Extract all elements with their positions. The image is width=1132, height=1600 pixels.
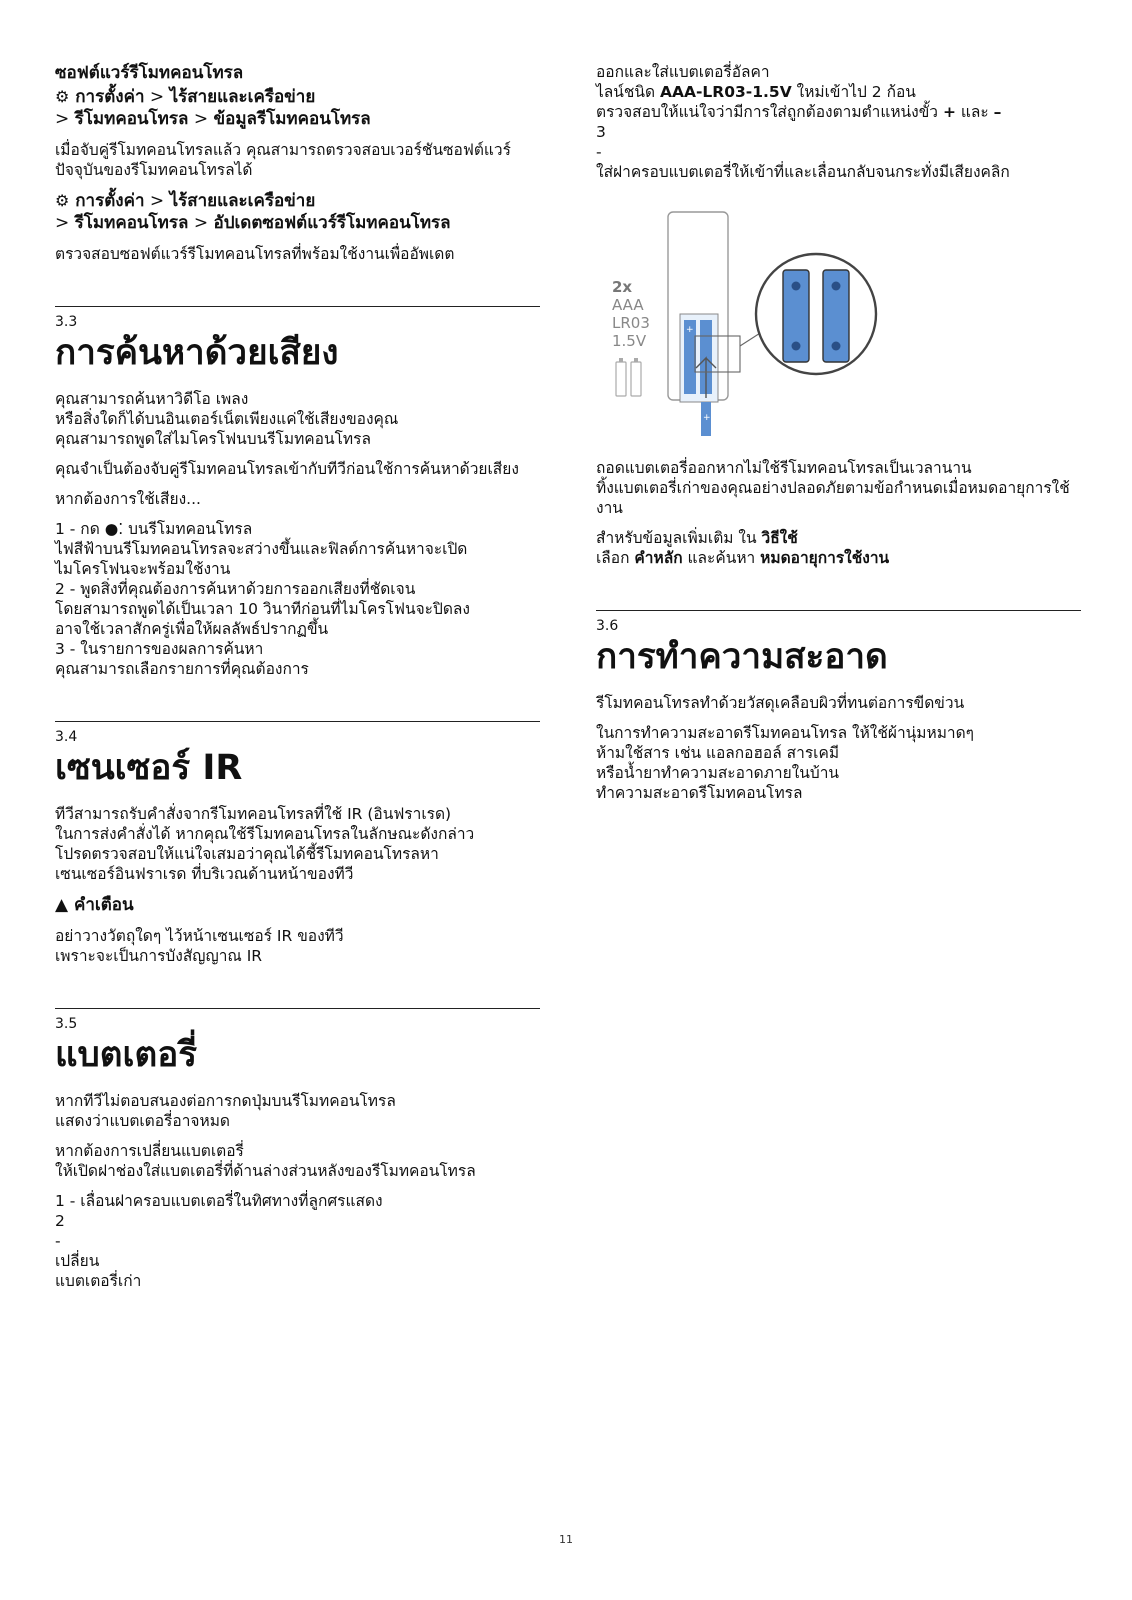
software-para-2: ตรวจสอบซอฟต์แวร์รีโมทคอนโทรลที่พร้อมใช้งานเพื่ออัพเดต [55,245,455,263]
battery-zoom-illustration [756,254,876,374]
section-title: แบตเตอรี่ [55,1035,198,1075]
voice-steps: 1 - กด ●⁚ บนรีโมทคอนโทรล ไฟสีฟ้าบนรีโมทคอนโทรลจะสว่างขึ้นและฟิลด์การค้นหาจะเปิด ไมโครโฟนจะพร้อมใช้งาน 2 - พูดสิ่งที่คุณต้องการค้นหาด้วยการออกเสียงที่ชัดเจน โดยสามารถพูดได้เป็นเวลา 10 วินาทีก่อนที่ไมโครโฟนจะปิดลง อาจใช้เวลาสักครู่เพื่อให้ผลลัพธ์ปรากฏขึ้น 3 - ในรายการของผลการค้นหา คุณสามารถเลือกรายการที่คุณต้องการ [55,520,470,678]
battery-model-label: LR03 [612,314,650,332]
software-para-1: เมื่อจับคู่รีโมทคอนโทรลแล้ว คุณสามารถตรวจสอบเวอร์ชันซอฟต์แวร์ปัจจุบันของรีโมทคอนโทรลได้ [55,141,511,179]
battery-steps: 1 - เลื่อนฝาครอบแบตเตอรี่ในทิศทางที่ลูกศรแสดง 2 - เปลี่ยน แบตเตอรี่เก่า [55,1192,383,1290]
warning-heading: ▲ คำเตือน [55,895,134,915]
battery-figure [608,208,1048,446]
cleaning-para-1: รีโมทคอนโทรลทำด้วยวัสดุเคลือบผิวที่ทนต่อการขีดข่วน [596,694,965,712]
right-column [596,62,1081,803]
section-title: เซนเซอร์ IR [55,748,243,788]
section-divider [55,721,540,722]
section-divider [55,306,540,307]
svg-text:+: + [703,413,711,423]
section-title: การค้นหาด้วยเสียง [55,333,339,373]
section-number: 3.3 [55,314,78,330]
battery-remove-para: ถอดแบตเตอรี่ออกหากไม่ใช้รีโมทคอนโทรลเป็นเวลานาน ทิ้งแบตเตอรี่เก่าของคุณอย่างปลอดภัยตามข้อกำหนดเมื่อหมดอายุการใช้งาน [596,459,1070,517]
section-divider [596,610,1081,611]
voice-para-2: คุณจำเป็นต้องจับคู่รีโมทคอนโทรลเข้ากับทีวีก่อนใช้การค้นหาด้วยเสียง [55,460,519,478]
remote-back-illustration [668,212,768,436]
section-number: 3.5 [55,1016,78,1032]
battery-steps-continued: ออกและใส่แบตเตอรี่อัลคา ไลน์ชนิด AAA-LR03-1.5V ใหม่เข้าไป 2 ก้อน ตรวจสอบให้แน่ใจว่ามีการใส่ถูกต้องตามตำแหน่งขั้ว + และ – 3 - ใส่ฝาครอบแบตเตอรี่ให้เข้าที่และเลื่อนกลับจนกระทั่งมีเสียงคลิก [596,63,1010,181]
voice-para-1: คุณสามารถค้นหาวิดีโอ เพลง หรือสิ่งใดก็ได้บนอินเตอร์เน็ตเพียงแค่ใช้เสียงของคุณ คุณสามารถพูดใส่ไมโครโฟนบนรีโมทคอนโทรล [55,390,399,448]
battery-para-1: หากทีวีไม่ตอบสนองต่อการกดปุ่มบนรีโมทคอนโทรล แสดงว่าแบตเตอรี่อาจหมด [55,1092,396,1130]
left-column [55,62,540,1291]
ir-para-2: อย่าวางวัตถุใดๆ ไว้หน้าเซนเซอร์ IR ของทีวี เพราะจะเป็นการบังสัญญาณ IR [55,927,344,965]
ir-para-1: ทีวีสามารถรับคำสั่งจากรีโมทคอนโทรลที่ใช้ IR (อินฟราเรด) ในการส่งคำสั่งได้ หากคุณใช้รีโมทคอนโทรลในลักษณะดังกล่าว โปรดตรวจสอบให้แน่ใจเสมอว่าคุณได้ชี้รีโมทคอนโทรลหา เซนเซอร์อินฟราเรด ที่บริเวณด้านหน้าของทีวี [55,805,475,883]
battery-para-2: หากต้องการเปลี่ยนแบตเตอรี่ ให้เปิดฝาช่องใส่แบตเตอรี่ที่ด้านล่างส่วนหลังของรีโมทคอนโทรล [55,1142,476,1180]
voice-para-3: หากต้องการใช้เสียง... [55,490,201,508]
section-title: การทำความสะอาด [596,637,888,677]
gear-icon: ⚙ [55,191,70,210]
svg-text:+: + [686,325,694,335]
gear-icon: ⚙ [55,87,70,106]
battery-type-label: AAA [612,296,644,314]
section-number: 3.6 [596,618,619,634]
warning-icon: ▲ [55,895,69,915]
battery-voltage-label: 1.5V [612,332,647,350]
microphone-icon: ●⁚ [104,520,124,538]
section-divider [55,1008,540,1009]
small-battery-icon [616,358,641,396]
cleaning-para-2: ในการทำความสะอาดรีโมทคอนโทรล ให้ใช้ผ้านุ่มหมาดๆ ห้ามใช้สาร เช่น แอลกอฮอล์ สารเคมี หรือน้ำยาทำความสะอาดภายในบ้าน ทำความสะอาดรีโมทคอนโทรล [596,724,975,802]
section-number: 3.4 [55,729,78,745]
settings-path-info: ⚙ การตั้งค่า > ไร้สายและเครือข่าย > รีโมทคอนโทรล > ข้อมูลรีโมทคอนโทรล [55,87,371,129]
software-heading: ซอฟต์แวร์รีโมทคอนโทรล [55,63,244,83]
battery-count-label: 2x [612,278,633,296]
settings-path-update: ⚙ การตั้งค่า > ไร้สายและเครือข่าย > รีโมทคอนโทรล > อัปเดตซอฟต์แวร์รีโมทคอนโทรล [55,191,451,233]
page-number: 11 [559,1533,573,1546]
help-para: สำหรับข้อมูลเพิ่มเติม ใน วิธีใช้ เลือก คำหลัก และค้นหา หมดอายุการใช้งาน [596,529,890,567]
